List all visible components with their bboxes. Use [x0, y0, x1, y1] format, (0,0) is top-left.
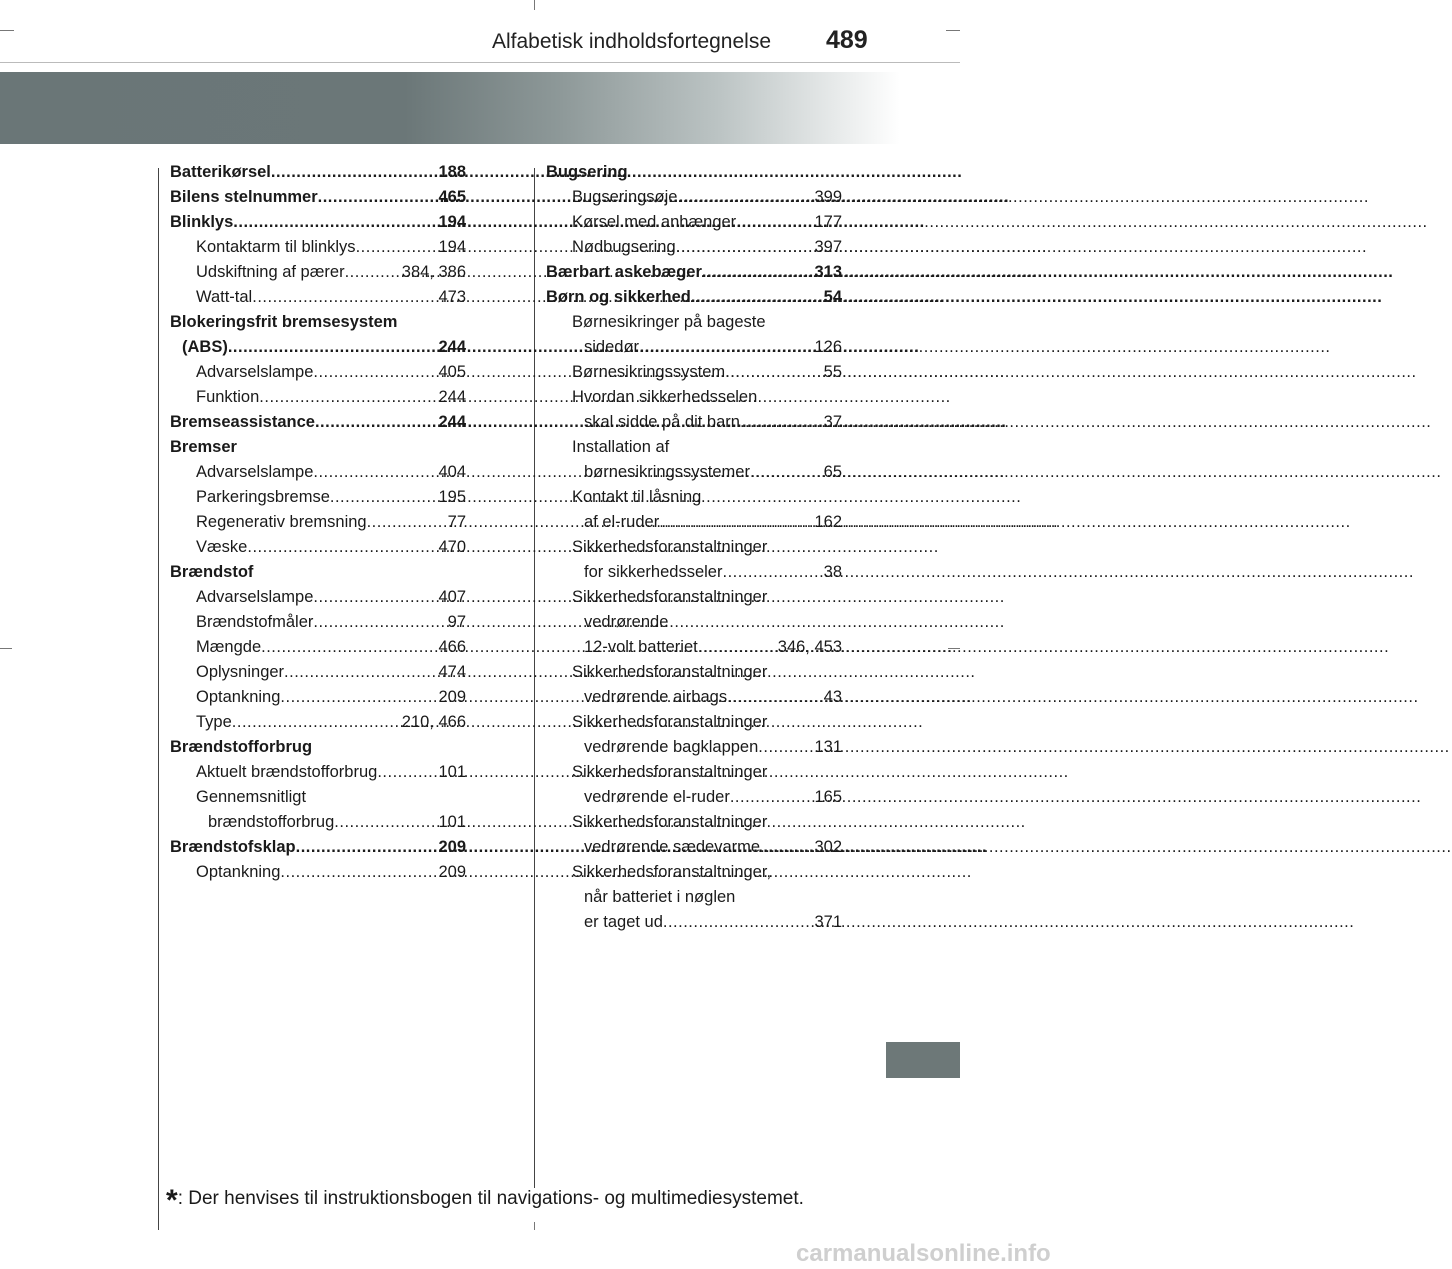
dot-leader: [284, 660, 438, 685]
dot-leader: [280, 685, 438, 710]
index-entry-label: Optankning: [196, 688, 281, 706]
index-entry[interactable]: [170, 685, 466, 710]
index-entry-label: Advarselslampe: [196, 463, 314, 481]
index-entry-label: Sikkerhedsforanstaltninger: [572, 538, 768, 556]
index-entry-label: Sikkerhedsforanstaltninger: [572, 588, 768, 606]
index-entry[interactable]: [170, 535, 466, 560]
index-entry[interactable]: [170, 610, 466, 635]
index-entry-label: vedrørende el-ruder: [584, 788, 730, 806]
dot-leader: [698, 635, 778, 660]
index-entry-page[interactable]: 244: [438, 338, 466, 356]
index-entry-page[interactable]: 65: [823, 463, 842, 481]
index-entry[interactable]: [170, 185, 466, 210]
dot-leader: [676, 235, 815, 260]
index-entry-label: Advarselslampe: [196, 363, 314, 381]
footnote-marker: *: [166, 1184, 178, 1217]
dot-leader: [677, 185, 814, 210]
crop-mark: [946, 30, 960, 31]
index-entry-label: Installation af: [572, 438, 670, 456]
index-entry: [546, 310, 842, 335]
index-entry-label: vedrørende sædevarme: [584, 838, 761, 856]
index-entry[interactable]: [546, 360, 842, 385]
index-entry-label: Brændstof: [170, 563, 254, 581]
index-entry-label: Hvordan sikkerhedsselen: [572, 388, 758, 406]
index-entry[interactable]: [170, 810, 466, 835]
index-entry[interactable]: [170, 760, 466, 785]
index-entry-label: Regenerativ bremsning: [196, 513, 367, 531]
index-entry[interactable]: [170, 460, 466, 485]
index-entry[interactable]: [546, 285, 842, 310]
index-entry[interactable]: [170, 285, 466, 310]
index-entry-page[interactable]: 470: [438, 538, 466, 556]
crop-mark: [534, 1222, 535, 1230]
index-entry: [546, 810, 842, 835]
dot-leader: [228, 335, 439, 360]
index-entry-label: er taget ud: [584, 913, 663, 931]
dot-leader: [280, 860, 438, 885]
index-entry-page[interactable]: 38: [823, 563, 842, 581]
index-entry-label: Brændstofmåler: [196, 613, 314, 631]
index-entry-label: Bærbart askebæger: [546, 263, 702, 281]
index-entry-page[interactable]: 77: [447, 513, 466, 531]
index-entry-page[interactable]: 371: [814, 913, 842, 931]
index-entry[interactable]: [170, 235, 466, 260]
index-entry-page[interactable]: 209: [438, 838, 466, 856]
index-entry-label: Bremser: [170, 438, 237, 456]
dot-leader: [330, 485, 439, 510]
index-entry-page[interactable]: 162: [814, 513, 842, 531]
index-entry-label: Børnesikringssystem: [572, 363, 726, 381]
header-divider: [0, 62, 960, 63]
index-entry[interactable]: [170, 210, 466, 235]
index-entry-label: Advarselslampe: [196, 588, 314, 606]
index-entry[interactable]: [170, 160, 466, 185]
dot-leader: [271, 160, 439, 185]
index-entry-label: Mængde: [196, 638, 262, 656]
index-entry-label: Blokeringsfrit bremsesystem: [170, 313, 398, 331]
index-entry-label: Brændstofforbrug: [170, 738, 313, 756]
footnote-text: : Der henvises til instruktionsbogen til navigations- og multimediesystemet.: [177, 1188, 804, 1209]
index-entry-label: 12-volt batteriet: [584, 638, 698, 656]
index-entry[interactable]: [170, 410, 466, 435]
index-entry: [170, 560, 466, 585]
watermark: carmanualsonline.info: [796, 1240, 1051, 1267]
index-entry-label: vedrørende airbags: [584, 688, 728, 706]
index-entry[interactable]: [546, 635, 842, 660]
index-entry-label: når batteriet i nøglen: [584, 888, 736, 906]
dot-leader: [313, 610, 447, 635]
index-entry-page[interactable]: 473: [438, 288, 466, 306]
index-entry-page[interactable]: 384, 386: [401, 263, 466, 281]
index-entry-label: Bremseassistance: [170, 413, 315, 431]
dot-leader: [750, 460, 824, 485]
index-entry: [546, 610, 842, 635]
index-entry-label: Væske: [196, 538, 248, 556]
index-entry-label: Oplysninger: [196, 663, 285, 681]
index-entry-page[interactable]: 399: [814, 188, 842, 206]
dot-leader: [233, 210, 438, 235]
index-entry-page[interactable]: 54: [823, 288, 842, 306]
index-entry-page[interactable]: 131: [814, 738, 842, 756]
index-entry-label: Type: [196, 713, 232, 731]
index-entry-label: Sikkerhedsforanstaltninger: [572, 663, 768, 681]
column-rule-left: [158, 168, 159, 1230]
crop-mark: [534, 0, 535, 10]
index-entry[interactable]: [546, 785, 842, 810]
dot-leader: [725, 360, 824, 385]
index-entry[interactable]: [546, 460, 842, 485]
index-entry-label: Børnesikringer på bageste: [572, 313, 766, 331]
index-entry: [546, 860, 842, 885]
index-entry: [546, 660, 842, 685]
index-entry-page[interactable]: 97: [447, 613, 466, 631]
dot-leader: [727, 685, 824, 710]
index-entry-label: Optankning: [196, 863, 281, 881]
index-entry-label: vedrørende: [584, 613, 669, 631]
index-entry-label: Sikkerhedsforanstaltninger,: [572, 863, 772, 881]
index-entry[interactable]: [170, 485, 466, 510]
index-entry-label: af el-ruder: [584, 513, 660, 531]
dot-leader: [334, 810, 438, 835]
dot-leader: [736, 210, 814, 235]
dot-leader: [760, 835, 814, 860]
index-entry-page[interactable]: 177: [814, 213, 842, 231]
dot-leader: [377, 760, 438, 785]
index-entry[interactable]: [546, 735, 842, 760]
index-entry-page[interactable]: 466: [438, 638, 466, 656]
index-entry[interactable]: [170, 360, 466, 385]
index-entry: [170, 735, 466, 760]
index-entry[interactable]: [170, 710, 466, 735]
index-entry[interactable]: [546, 835, 842, 860]
index-entry: [546, 760, 842, 785]
index-entry[interactable]: [546, 910, 842, 935]
dot-leader: [659, 510, 814, 535]
crop-mark: [0, 648, 12, 649]
index-entry-label: Kørsel med anhænger: [572, 213, 737, 231]
index-entry-page[interactable]: 37: [823, 413, 842, 431]
dot-leader: [367, 510, 448, 535]
index-entry-label: Nødbugsering: [572, 238, 676, 256]
dot-leader: [313, 460, 438, 485]
index-entry: [170, 785, 466, 810]
index-entry: [546, 385, 842, 410]
dot-leader: [261, 635, 438, 660]
index-entry-page[interactable]: 101: [438, 813, 466, 831]
dot-leader: [296, 835, 439, 860]
index-entry[interactable]: [170, 385, 466, 410]
dot-leader: [758, 735, 814, 760]
index-entry-label: Bugsering: [546, 163, 628, 181]
index-entry-label: Gennemsnitligt: [196, 788, 307, 806]
index-entry-page[interactable]: 194: [438, 238, 466, 256]
header-title: Alfabetisk indholdsfortegnelse: [492, 30, 772, 53]
index-entry-page[interactable]: 55: [823, 363, 842, 381]
index-entry-label: Aktuelt brændstofforbrug: [196, 763, 378, 781]
index-entry-label: Parkeringsbremse: [196, 488, 330, 506]
dot-leader: [247, 535, 438, 560]
index-entry-page[interactable]: 346, 453: [777, 638, 842, 656]
index-entry-label: Kontaktarm til blinklys: [196, 238, 356, 256]
index-entry-label: Kontakt til låsning: [572, 488, 702, 506]
index-entry-page[interactable]: 244: [438, 413, 466, 431]
index-entry-label: Watt-tal: [196, 288, 253, 306]
index-entry[interactable]: [170, 585, 466, 610]
index-entry-label: Bugseringsøje: [572, 188, 678, 206]
index-entry-label: Bilens stelnummer: [170, 188, 318, 206]
dot-leader: [232, 710, 402, 735]
crop-mark: [0, 30, 14, 31]
index-entry-page[interactable]: 397: [814, 238, 842, 256]
dot-leader: [252, 285, 438, 310]
chapter-tab[interactable]: [886, 1042, 960, 1078]
index-entry-page[interactable]: 188: [438, 163, 466, 181]
index-entry-page[interactable]: 165: [814, 788, 842, 806]
index-entry[interactable]: [546, 410, 842, 435]
dot-leader: [313, 360, 438, 385]
index-entry-label: Børn og sikkerhed: [546, 288, 691, 306]
index-entry[interactable]: [546, 185, 842, 210]
index-entry-label: Blinklys: [170, 213, 234, 231]
index-entry-page[interactable]: 194: [438, 213, 466, 231]
index-entry[interactable]: [170, 660, 466, 685]
index-entry: [546, 710, 842, 735]
dot-leader: [356, 235, 439, 260]
index-entry-label: Sikkerhedsforanstaltninger: [572, 763, 768, 781]
dot-leader: [318, 185, 439, 210]
index-entry-page[interactable]: 209: [438, 688, 466, 706]
index-entry-label: skal sidde på dit barn: [584, 413, 740, 431]
dot-leader: [639, 335, 814, 360]
index-entry-page[interactable]: 474: [438, 663, 466, 681]
index-entry: [546, 535, 842, 560]
dot-leader: [730, 785, 815, 810]
index-entry-page[interactable]: 313: [814, 263, 842, 281]
page-number: 489: [826, 26, 868, 54]
index-entry[interactable]: [546, 685, 842, 710]
index-entry: [546, 485, 842, 510]
index-entry-page[interactable]: 407: [438, 588, 466, 606]
index-entry: [546, 160, 842, 185]
index-entry: [546, 885, 842, 910]
index-entry-page[interactable]: 404: [438, 463, 466, 481]
index-entry-label: Sikkerhedsforanstaltninger: [572, 713, 768, 731]
index-entry: [170, 435, 466, 460]
index-entry-label: Udskiftning af pærer: [196, 263, 345, 281]
index-entry-page[interactable]: 209: [438, 863, 466, 881]
index-entry[interactable]: [546, 260, 842, 285]
index-entry-page[interactable]: 195: [438, 488, 466, 506]
index-entry-label: vedrørende bagklappen: [584, 738, 759, 756]
index-entry: [546, 585, 842, 610]
index-entry-label: Funktion: [196, 388, 260, 406]
index-column-right: [546, 160, 842, 935]
index-entry-label: børnesikringssystemer: [584, 463, 750, 481]
dot-leader: [259, 385, 438, 410]
index-entry-label: (ABS): [182, 338, 228, 356]
index-entry[interactable]: [170, 260, 466, 285]
index-entry[interactable]: [170, 835, 466, 860]
index-entry[interactable]: [546, 235, 842, 260]
dot-leader: [740, 410, 824, 435]
index-entry-page[interactable]: 405: [438, 363, 466, 381]
index-entry-page[interactable]: 210, 466: [401, 713, 466, 731]
dot-leader: [315, 410, 439, 435]
index-entry[interactable]: [170, 335, 466, 360]
index-entry-label: brændstofforbrug: [208, 813, 335, 831]
index-entry-page[interactable]: 302: [814, 838, 842, 856]
index-entry[interactable]: [546, 510, 842, 535]
dot-leader: [345, 260, 402, 285]
footnote: [166, 1184, 804, 1218]
index-entry[interactable]: [546, 210, 842, 235]
dot-leader: [702, 260, 815, 285]
index-column-left: [170, 160, 466, 885]
index-entry-page[interactable]: 43: [823, 688, 842, 706]
index-entry[interactable]: [546, 560, 842, 585]
dot-leader: [722, 560, 823, 585]
index-entry-label: Sikkerhedsforanstaltninger: [572, 813, 768, 831]
index-entry-label: sidedør: [584, 338, 640, 356]
dot-leader: [691, 285, 824, 310]
index-entry-page[interactable]: 465: [438, 188, 466, 206]
index-entry-page[interactable]: 101: [438, 763, 466, 781]
index-entry[interactable]: [170, 510, 466, 535]
index-entry-label: for sikkerhedsseler: [584, 563, 723, 581]
index-entry-page[interactable]: 126: [814, 338, 842, 356]
index-entry[interactable]: [170, 860, 466, 885]
index-entry[interactable]: [546, 335, 842, 360]
header-banner: [0, 72, 900, 144]
index-entry: [170, 310, 466, 335]
index-entry-label: Batterikørsel: [170, 163, 271, 181]
index-entry: [546, 435, 842, 460]
index-entry-page[interactable]: 244: [438, 388, 466, 406]
index-entry-label: Brændstofsklap: [170, 838, 296, 856]
dot-leader: [313, 585, 438, 610]
dot-leader: [663, 910, 815, 935]
index-entry[interactable]: [170, 635, 466, 660]
